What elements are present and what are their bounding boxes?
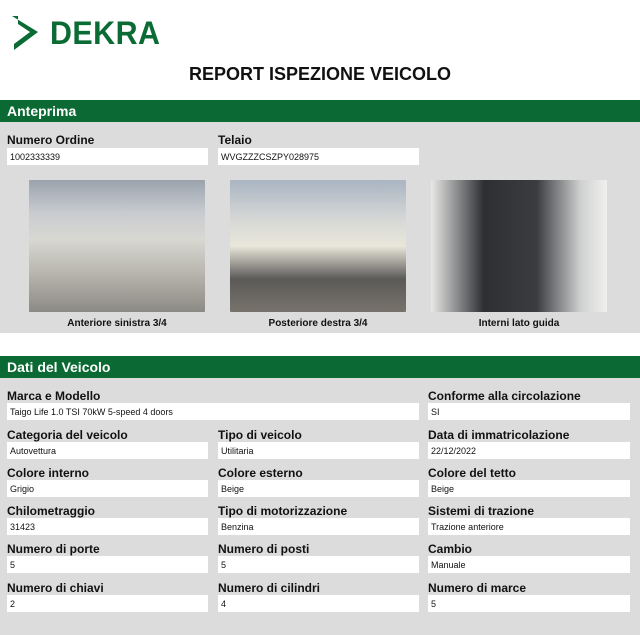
photo-interior-driver[interactable]: [431, 180, 607, 312]
field-label: Chilometraggio: [7, 504, 96, 518]
dekra-logo: [10, 14, 166, 52]
field-value: 5: [7, 556, 208, 573]
field-value: Utilitaria: [218, 442, 419, 459]
field-label: Tipo di motorizzazione: [218, 504, 348, 518]
field-label: Tipo di veicolo: [218, 428, 302, 442]
field-value: SI: [428, 403, 630, 420]
section-header-anteprima: Anteprima: [0, 100, 640, 122]
field-label: Marca e Modello: [7, 389, 101, 403]
photo-caption: Posteriore destra 3/4: [268, 318, 368, 329]
field-value: 5: [218, 556, 419, 573]
field-label: Sistemi di trazione: [428, 504, 535, 518]
field-value: Grigio: [7, 480, 208, 497]
field-label: Numero di marce: [428, 581, 527, 595]
field-value: 22/12/2022: [428, 442, 630, 459]
field-value: Taigo Life 1.0 TSI 70kW 5-speed 4 doors: [7, 403, 419, 420]
field-value: 31423: [7, 518, 208, 535]
field-label: Numero di posti: [218, 542, 310, 556]
field-label: Cambio: [428, 542, 473, 556]
photo-rear-right[interactable]: [230, 180, 406, 312]
field-label: Data di immatricolazione: [428, 428, 570, 442]
field-value: Autovettura: [7, 442, 208, 459]
order-label: Numero Ordine: [7, 133, 95, 147]
photo-caption: Anteriore sinistra 3/4: [67, 318, 167, 329]
field-value: Beige: [428, 480, 630, 497]
field-label: Colore esterno: [218, 466, 303, 480]
vin-label: Telaio: [218, 133, 252, 147]
field-value: 4: [218, 595, 419, 612]
report-title: REPORT ISPEZIONE VEICOLO: [188, 64, 452, 84]
field-label: Colore interno: [7, 466, 90, 480]
field-label: Numero di porte: [7, 542, 100, 556]
photo-caption: Interni lato guida: [478, 318, 560, 329]
field-label: Categoria del veicolo: [7, 428, 128, 442]
field-value: Beige: [218, 480, 419, 497]
photo-front-left[interactable]: [29, 180, 205, 312]
field-label: Conforme alla circolazione: [428, 389, 581, 403]
section-header-vehicle: Dati del Veicolo: [0, 356, 640, 378]
field-value: 2: [7, 595, 208, 612]
field-value: Trazione anteriore: [428, 518, 630, 535]
vin-field: WVGZZZCSZPY028975: [218, 148, 419, 165]
dekra-logo-icon: [10, 14, 42, 52]
field-value: Manuale: [428, 556, 630, 573]
order-field: 1002333339: [7, 148, 208, 165]
field-label: Colore del tetto: [428, 466, 517, 480]
field-value: Benzina: [218, 518, 419, 535]
field-label: Numero di cilindri: [218, 581, 321, 595]
field-value: 5: [428, 595, 630, 612]
field-label: Numero di chiavi: [7, 581, 104, 595]
brand-name: DEKRA: [50, 14, 161, 51]
